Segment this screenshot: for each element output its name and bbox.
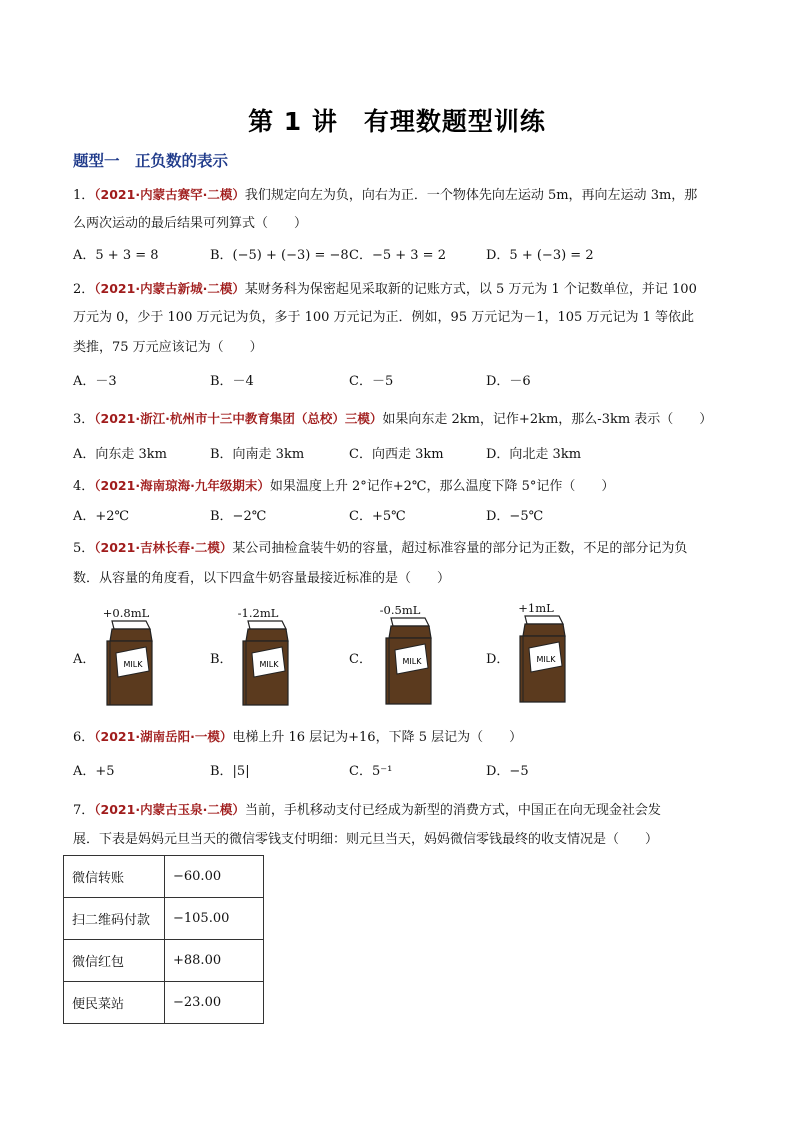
question-4-option-a: A．+2℃ <box>73 509 130 524</box>
question-2-source: （2021·内蒙古新城·二模） <box>94 281 245 296</box>
table-cell-amount: −60.00 <box>165 856 264 898</box>
milk-carton-c <box>381 616 433 708</box>
question-3-line-1 <box>73 409 724 430</box>
question-4-source: （2021·海南琼海·九年级期末） <box>94 478 270 493</box>
question-4-option-d: D．−5℃ <box>486 509 544 524</box>
carton-a-text: MILK <box>123 660 143 669</box>
question-4-line-1 <box>73 476 724 497</box>
question-7-line-2: 展．下表是妈妈元旦当天的微信零钱支付明细：则元旦当天，妈妈微信零钱最终的收支情况是（ ） <box>73 832 659 847</box>
table-cell-label: 便民菜站 <box>64 982 165 1024</box>
question-3-option-d: D．向北走 3km <box>486 447 582 462</box>
question-5-text-1: 某公司抽检盒装牛奶的容量，超过标准容量的部分记为正数，不足的部分记为负 <box>232 541 688 556</box>
table-cell-amount: −23.00 <box>165 982 264 1024</box>
question-5-line-2: 数．从容量的角度看，以下四盒牛奶容量最接近标准的是（ ） <box>73 571 451 586</box>
question-1-number: 1． <box>73 188 95 203</box>
question-4-number: 4． <box>73 479 95 494</box>
question-2-option-b: B．－4 <box>210 374 254 389</box>
milk-carton-d <box>515 614 567 706</box>
question-2-line-1 <box>73 279 724 300</box>
question-3-number: 3． <box>73 412 95 427</box>
question-4-text-1: 如果温度上升 2°记作+2℃，那么温度下降 5°记作（ ） <box>269 479 615 494</box>
question-5-option-a: A． <box>73 652 96 667</box>
question-5-option-d: D． <box>486 652 510 667</box>
question-4-option-c: C．+5℃ <box>349 509 406 524</box>
question-6-source: （2021·湖南岳阳·一模） <box>94 729 233 744</box>
question-1-option-d: D．5 + (−3) = 2 <box>486 248 594 263</box>
question-1-line-1 <box>73 185 724 206</box>
question-7-source: （2021·内蒙古玉泉·二模） <box>94 802 245 817</box>
payment-table <box>63 855 264 1024</box>
table-cell-label: 微信转账 <box>64 856 165 898</box>
question-6-line-1 <box>73 727 724 748</box>
question-7-number: 7． <box>73 803 95 818</box>
page-title: 第 1 讲 有理数题型训练 <box>248 107 546 136</box>
question-7-text-1: 当前，手机移动支付已经成为新型的消费方式，中国正在向无现金社会发 <box>244 803 661 818</box>
question-5-option-b: B． <box>210 652 233 667</box>
question-1-option-c: C．−5 + 3 = 2 <box>349 248 446 263</box>
question-6-number: 6． <box>73 730 95 745</box>
question-3-source: （2021·浙江·杭州市十三中教育集团（总校）三模） <box>94 411 383 426</box>
question-2-line-3: 类推，75 万元应该记为（ ） <box>73 340 263 355</box>
question-6-text-1: 电梯上升 16 层记为+16，下降 5 层记为（ ） <box>232 730 523 745</box>
question-1-option-a: A．5 + 3 = 8 <box>73 248 159 263</box>
table-row <box>64 940 264 982</box>
question-6-option-d: D．−5 <box>486 764 529 779</box>
table-row <box>64 856 264 898</box>
question-5-line-1 <box>73 538 724 559</box>
question-5-source: （2021·吉林长春·二模） <box>94 540 233 555</box>
question-6-option-a: A．+5 <box>73 764 115 779</box>
table-cell-amount: +88.00 <box>165 940 264 982</box>
question-3-option-c: C．向西走 3km <box>349 447 444 462</box>
question-2-number: 2． <box>73 282 95 297</box>
question-3-text-1: 如果向东走 2km，记作+2km，那么-3km 表示（ ） <box>382 412 713 427</box>
question-3-option-a: A．向东走 3km <box>73 447 167 462</box>
question-2-option-d: D．－6 <box>486 374 531 389</box>
question-5-option-c: C． <box>349 652 372 667</box>
carton-d-label: +1mL <box>518 601 554 615</box>
table-row <box>64 982 264 1024</box>
carton-a-label: +0.8mL <box>102 606 150 620</box>
question-2-line-2: 万元为 0，少于 100 万元记为负，多于 100 万元记为正．例如，95 万元记为－1，105 万元记为 1 等依此 <box>73 310 694 325</box>
question-3-option-b: B．向南走 3km <box>210 447 305 462</box>
question-1-text-1: 我们规定向左为负，向右为正．一个物体先向左运动 5m，再向左运动 3m，那 <box>244 188 698 203</box>
question-6-option-c: C．5⁻¹ <box>349 764 393 779</box>
carton-c-label: -0.5mL <box>379 603 421 617</box>
milk-carton-b <box>238 619 290 709</box>
question-4-option-b: B．−2℃ <box>210 509 267 524</box>
carton-b-label: -1.2mL <box>237 606 279 620</box>
question-7-line-1 <box>73 800 724 821</box>
table-row <box>64 898 264 940</box>
table-cell-label: 微信红包 <box>64 940 165 982</box>
table-cell-amount: −105.00 <box>165 898 264 940</box>
question-5-number: 5． <box>73 541 95 556</box>
milk-carton-a <box>102 619 154 709</box>
question-1-line-2: 么两次运动的最后结果可列算式（ ） <box>73 216 308 231</box>
question-1-option-b: B．(−5) + (−3) = −8 <box>210 248 349 263</box>
carton-b-text: MILK <box>259 660 279 669</box>
carton-d-text: MILK <box>536 655 556 664</box>
question-6-option-b: B．|5| <box>210 764 250 779</box>
question-2-text-1: 某财务科为保密起见采取新的记账方式，以 5 万元为 1 个记数单位，并记 100 <box>244 282 697 297</box>
table-cell-label: 扫二维码付款 <box>64 898 165 940</box>
question-2-option-c: C．－5 <box>349 374 394 389</box>
question-2-option-a: A．－3 <box>73 374 117 389</box>
section-heading: 题型一 正负数的表示 <box>73 152 229 170</box>
carton-c-text: MILK <box>402 657 422 666</box>
question-1-source: （2021·内蒙古赛罕·二模） <box>94 187 245 202</box>
